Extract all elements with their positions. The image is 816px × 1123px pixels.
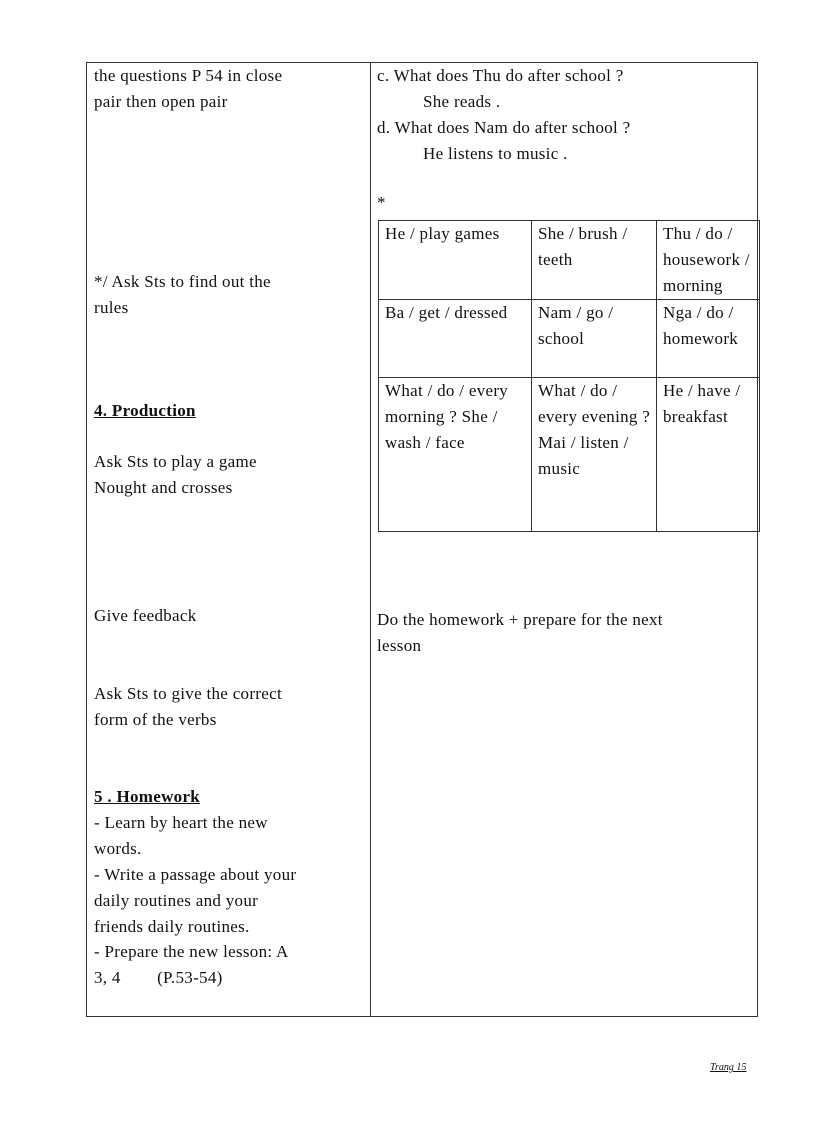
text-line: the questions P 54 in close [94, 66, 283, 85]
star-marker: * [377, 193, 386, 212]
text-line: words. [94, 839, 142, 858]
lesson-table [86, 62, 758, 1017]
text-line: Do the homework + prepare for the next [377, 610, 663, 629]
text-line: friends daily routines. [94, 917, 250, 936]
grid-cell: She / brush / teeth [532, 221, 657, 300]
text-line: Nought and crosses [94, 478, 233, 497]
production-heading: 4. Production [94, 401, 196, 420]
column-divider [370, 63, 371, 1016]
grid-cell: What / do / every evening ? Mai / listen / music [532, 378, 657, 532]
text-line: lesson [377, 636, 422, 655]
question-d: d. What does Nam do after school ? [377, 118, 631, 137]
grid-cell: Ba / get / dressed [379, 300, 532, 378]
grid-cell: Nam / go / school [532, 300, 657, 378]
text-line: form of the verbs [94, 710, 217, 729]
answer-c: She reads . [423, 92, 501, 111]
page-number: Trang 15 [710, 1062, 747, 1073]
text-line: - Prepare the new lesson: A [94, 942, 289, 961]
text-line: - Learn by heart the new [94, 813, 268, 832]
text-line: pair then open pair [94, 92, 228, 111]
text-line: rules [94, 298, 129, 317]
text-line: */ Ask Sts to find out the [94, 272, 271, 291]
grid-cell: What / do / every morning ? She / wash / face [379, 378, 532, 532]
text-line: 3, 4 (P.53-54) [94, 968, 223, 987]
text-line: daily routines and your [94, 891, 259, 910]
text-line: Ask Sts to play a game [94, 452, 257, 471]
grid-cell: Nga / do / homework [657, 300, 760, 378]
text-line: Give feedback [94, 606, 197, 625]
answer-d: He listens to music . [423, 144, 568, 163]
homework-heading: 5 . Homework [94, 787, 201, 806]
text-line: - Write a passage about your [94, 865, 297, 884]
noughts-crosses-grid [378, 220, 760, 532]
grid-cell: Thu / do / housework / morning [657, 221, 760, 300]
question-c: c. What does Thu do after school ? [377, 66, 624, 85]
grid-cell: He / have / breakfast [657, 378, 760, 532]
grid-cell: He / play games [379, 221, 532, 300]
text-line: Ask Sts to give the correct [94, 684, 282, 703]
